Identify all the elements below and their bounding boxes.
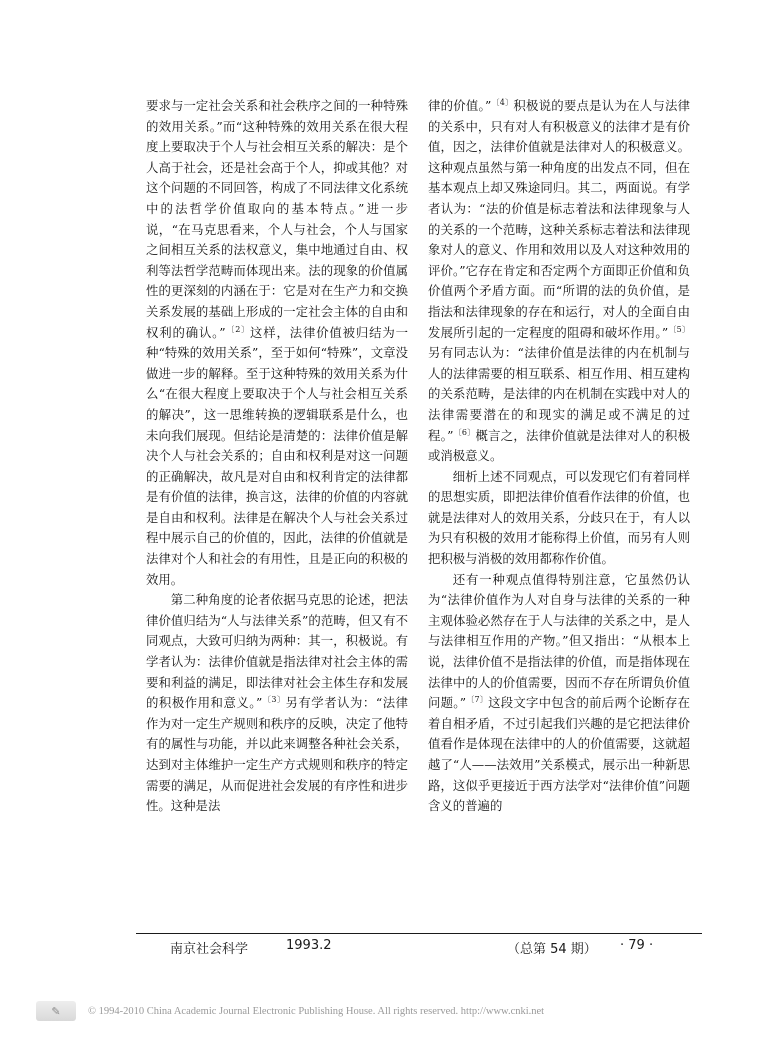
footnote-ref: 〔4〕 xyxy=(491,98,514,107)
footer-year-issue: 1993.2 xyxy=(286,938,332,953)
footer-total-issue: （总第 54 期） xyxy=(507,942,597,957)
footer-page-number: · 79 · xyxy=(620,938,654,953)
right-paragraph-1: 律的价值。”$^{〔4〕}$积极说的要点是认为在人与法律的关系中，只有对人有积极意义的法律才是有价值，因之，法律价值就是法律对人的积极意义。这种观点虽然与第一种角度的出发点不同，但在基本观点上却又殊途同归。其二，两面说。有学者认为：“法的价值是标志着法和法律现象与人的关系的一个范畴，这种关系标志着法和法律现象对人的意义、作用和效用以及人对这种效用的评价。”它存在肯定和否定两个方面即正价值和负价值两个矛盾方面。而“所谓的法的负价值，是指法和法律现象的存在和运行，对人的全面自由发展所引起的一定程度的阻碍和破坏作用。”$^{〔5〕}$另有同志认为：“法律价值是法律的内在机制与人的法律需要的相互联系、相互作用、相互建构的关系范畴，是法律的内在机制在实践中对人的法律需要潜在的和现实的满足或不满足的过程。”$^{〔6〕}$概言之，法律价值就是法律对人的积极或消极意义。 xyxy=(428,98,691,464)
right-paragraph-2: 细析上述不同观点，可以发现它们有着同样的思想实质，即把法律价值看作法律的价值，也就是法律对人的效用关系，分歧只在于，有人以为只有积极的效用才能称得上价值，而另有人则把积极与消极的效用都称作价值。 xyxy=(428,468,690,567)
footnote-ref: 〔7〕 xyxy=(466,695,489,705)
footnote-ref: 〔3〕 xyxy=(262,695,286,705)
footnote-ref: 〔5〕 xyxy=(668,324,690,334)
right-column xyxy=(428,96,690,817)
footer-rule xyxy=(136,933,702,934)
footnote-ref: 〔2〕 xyxy=(225,324,251,334)
left-paragraph-2: 第二种角度的论者依据马克思的论述，把法律价值归结为“人与法律关系”的范畴，但又有不同观点，大致可归纳为两种：其一，积极说。有学者认为：法律价值就是指法律对社会主体的需要和利益的满足，即法律对社会主体生存和发展的积极作用和意义。”$^{〔3〕}$另有学者认为：“法律作为对一定生产规则和秩序的反映，决定了他特有的属性与功能，并以此来调整各种社会关系，达到对主体维护一定生产方式规则和秩序的特定需要的满足，从而促进社会发展的有序性和进步性。这种是法 xyxy=(146,592,408,814)
footnote-ref: 〔6〕 xyxy=(453,427,476,437)
left-column xyxy=(146,96,408,817)
right-paragraph-3: 还有一种观点值得特别注意，它虽然仍认为“法律价值作为人对自身与法律的关系的一种主观体验必然存在于人与法律的关系之中，是人与法律相互作用的产物。”但又指出：“从根本上说，法律价值不是指法律的价值，而是指体现在法律中的人的价值需要，因而不存在所谓负价值问题。”$^{〔7〕}$这段文字中包含的前后两个论断存在着自相矛盾，不过引起我们兴趣的是它把法律价值看作是体现在法律中的人的价值需要，这就超越了“人——法效用”关系模式，展示出一种新思路，这似乎更接近于西方法学对“法律价值”问题含义的普遍的 xyxy=(428,571,691,814)
cnki-logo-icon: ✎ xyxy=(36,1001,76,1021)
footer-journal-name: 南京社会科学 xyxy=(170,942,249,957)
left-paragraph-1: 要求与一定社会关系和社会秩序之间的一种特殊的效用关系。”而“这种特殊的效用关系在很大程度上要取决于个人与社会相互关系的解决：是个人高于社会，还是社会高于个人，抑或其他？对这个问题的不同回答，构成了不同法律文化系统中的法哲学价值取向的基本特点。”进一步说，“在马克思看来，个人与社会，个人与国家之间相互关系的法权意义，集中地通过自由、权利等法哲学范畴而体现出来。法的现象的价值属性的更深刻的内涵在于：它是对在生产力和交换关系发展的基础上形成的一定社会主体的自由和权利的确认。”$^{〔2〕}$这样，法律价值被归结为一种“特殊的效用关系”，至于如何“特殊”，文章没做进一步的解释。至于这种特殊的效用关系为什么“在很大程度上要取决于个人与社会相互关系的解决”，这一思维转换的逻辑联系是什么，也未向我们展现。但结论是清楚的：法律价值是解决个人与社会关系的；自由和权利是对这一问题的正确解决，故凡是对自由和权利肯定的法律都是有价值的法律，换言这，法律的价值的内容就是自由和权利。法律是在解决个人与社会关系过程中展示自己的价值的，因此，法律的价值就是法律对个人和社会的有用性，且是正向的积极的效用。 xyxy=(146,98,408,587)
copyright-notice: © 1994-2010 China Academic Journal Electronic Publishing House. All rights reserved. http://www.cnki.net xyxy=(88,1006,545,1017)
